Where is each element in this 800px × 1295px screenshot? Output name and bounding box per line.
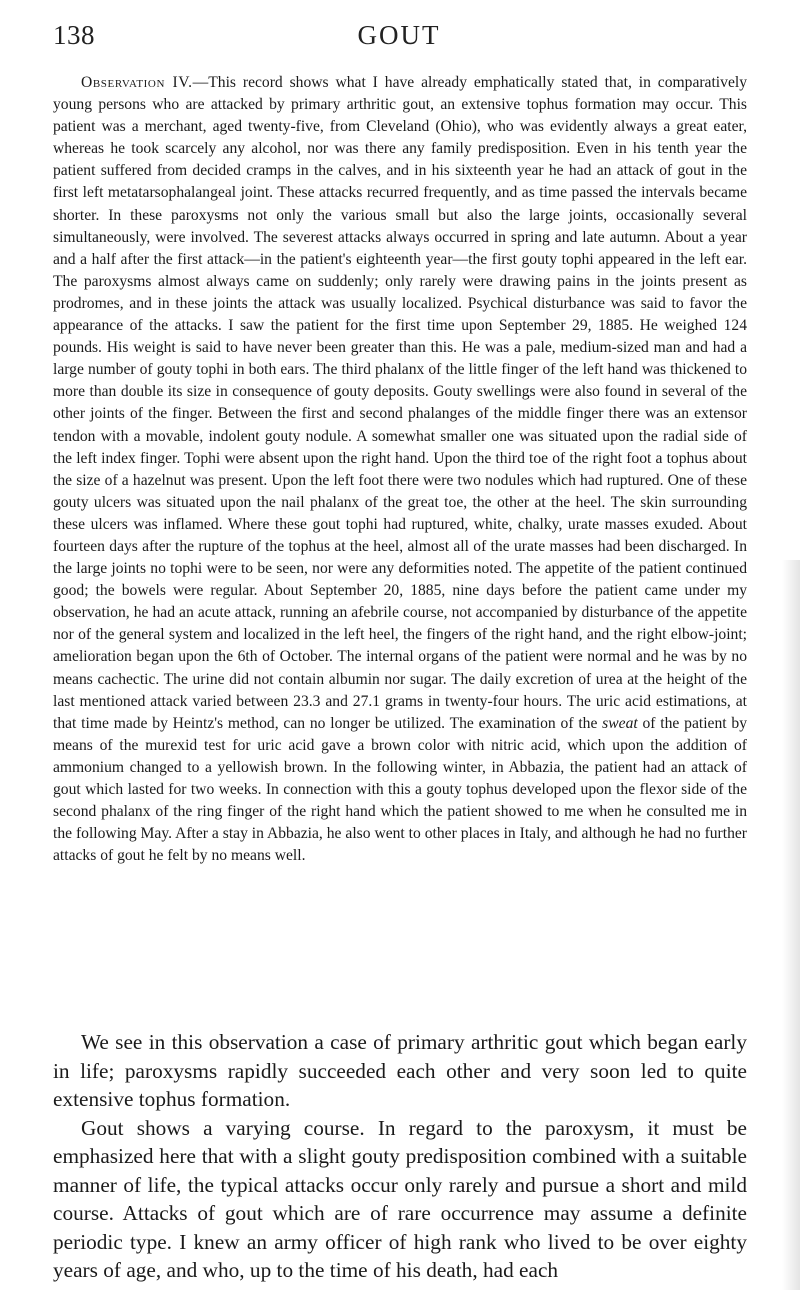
observation-label: Observation IV. (81, 74, 193, 91)
observation-text-part-2: of the patient by means of the murexid test for uric acid gave a brown color with nitric acid, which upon the addition of ammonium changed to a yellowish brown. In the following winter, in Abbazia, the patient had an attack of gout which lasted for two weeks. In connection with this a gouty tophus developed upon the flexor side of the second phalanx of the ring finger of the right hand which the patient showed to me when he consulted me in the following May. After a stay in Abbazia, he also went to other places in Italy, and although he had no further attacks of gout he felt by no means well. (53, 714, 747, 865)
running-head (53, 20, 745, 50)
observation-paragraph (53, 72, 747, 867)
page-number: 138 (53, 20, 95, 50)
running-title: GOUT (357, 20, 441, 50)
observation-text-part-1: —This record shows what I have already emphatically stated that, in comparatively young persons who are attacked by primary arthritic gout, an extensive tophus formation may occur. This patient was a merchant, aged twenty-five, from Cleveland (Ohio), who was evidently always a great eater, whereas he took scarcely any alcohol, nor was there any family predisposition. Even in his tenth year the patient suffered from decided cramps in the calves, and in his sixteenth year he had an attack of gout in the first left metatarsophalangeal joint. These attacks recurred frequently, and as time passed the intervals became shorter. In these paroxysms not only the various small but also the large joints, occasionally several simultaneously, were involved. The severest attacks always occurred in spring and late autumn. About a year and a half after the first attack—in the patient's eighteenth year—the first gouty tophi appeared in the left ear. The paroxysms almost always came on suddenly; only rarely were drawing pains in the joints present as prodromes, and in these joints the attack was usually localized. Psychical disturbance was said to favor the appearance of the attacks. I saw the patient for the first time upon September 29, 1885. He weighed 124 pounds. His weight is said to have never been greater than this. He was a pale, medium-sized man and had a large number of gouty tophi in both ears. The third phalanx of the little finger of the left hand was thickened to more than double its size in consequence of gouty deposits. Gouty swellings were also found in several of the other joints of the finger. Between the first and second phalanges of the middle finger there was an extensor tendon with a movable, indolent gouty nodule. A somewhat smaller one was situated upon the radial side of the left index finger. Tophi were absent upon the right hand. Upon the third toe of the right foot a tophus about the size of a hazelnut was present. Upon the left foot there were two nodules which had ruptured. One of these gouty ulcers was situated upon the nail phalanx of the great toe, the other at the heel. The skin surrounding these ulcers was inflamed. Where these gout tophi had ruptured, white, chalky, urate masses exuded. About fourteen days after the rupture of the tophus at the heel, almost all of the urate masses had been discharged. In the large joints no tophi were to be seen, nor were any deformities noted. The appetite of the patient continued good; the bowels were regular. About September 20, 1885, nine days before the patient came under my observation, he had an acute attack, running an afebrile course, not accompanied by disturbance of the appetite nor of the general system and localized in the left heel, the fingers of the right hand, and the right elbow-joint; amelioration began upon the 6th of October. The internal organs of the patient were normal and he was by no means cachectic. The urine did not contain albumin nor sugar. The daily excretion of urea at the height of the last mentioned attack varied between 23.3 and 27.1 grams in twenty-four hours. The uric acid estimations, at that time made by Heintz's method, can no longer be utilized. The examination of the (53, 74, 747, 732)
discussion-paragraph-1: We see in this observation a case of primary arthritic gout which began early in life; paroxysms rapidly succeeded each other and very soon led to quite extensive tophus formation. (53, 1030, 747, 1111)
discussion-paragraph-2: Gout shows a varying course. In regard to the paroxysm, it must be emphasized here that with a slight gouty predisposition combined with a suitable manner of life, the typical attacks occur only rarely and pursue a short and mild course. Attacks of gout which are of rare occurrence may assume a definite periodic type. I knew an army officer of high rank who lived to be over eighty years of age, and who, up to the time of his death, had each (53, 1115, 747, 1282)
page-edge-shadow (782, 560, 800, 1290)
italic-word-sweat: sweat (602, 714, 638, 732)
discussion-section (53, 1028, 747, 1285)
